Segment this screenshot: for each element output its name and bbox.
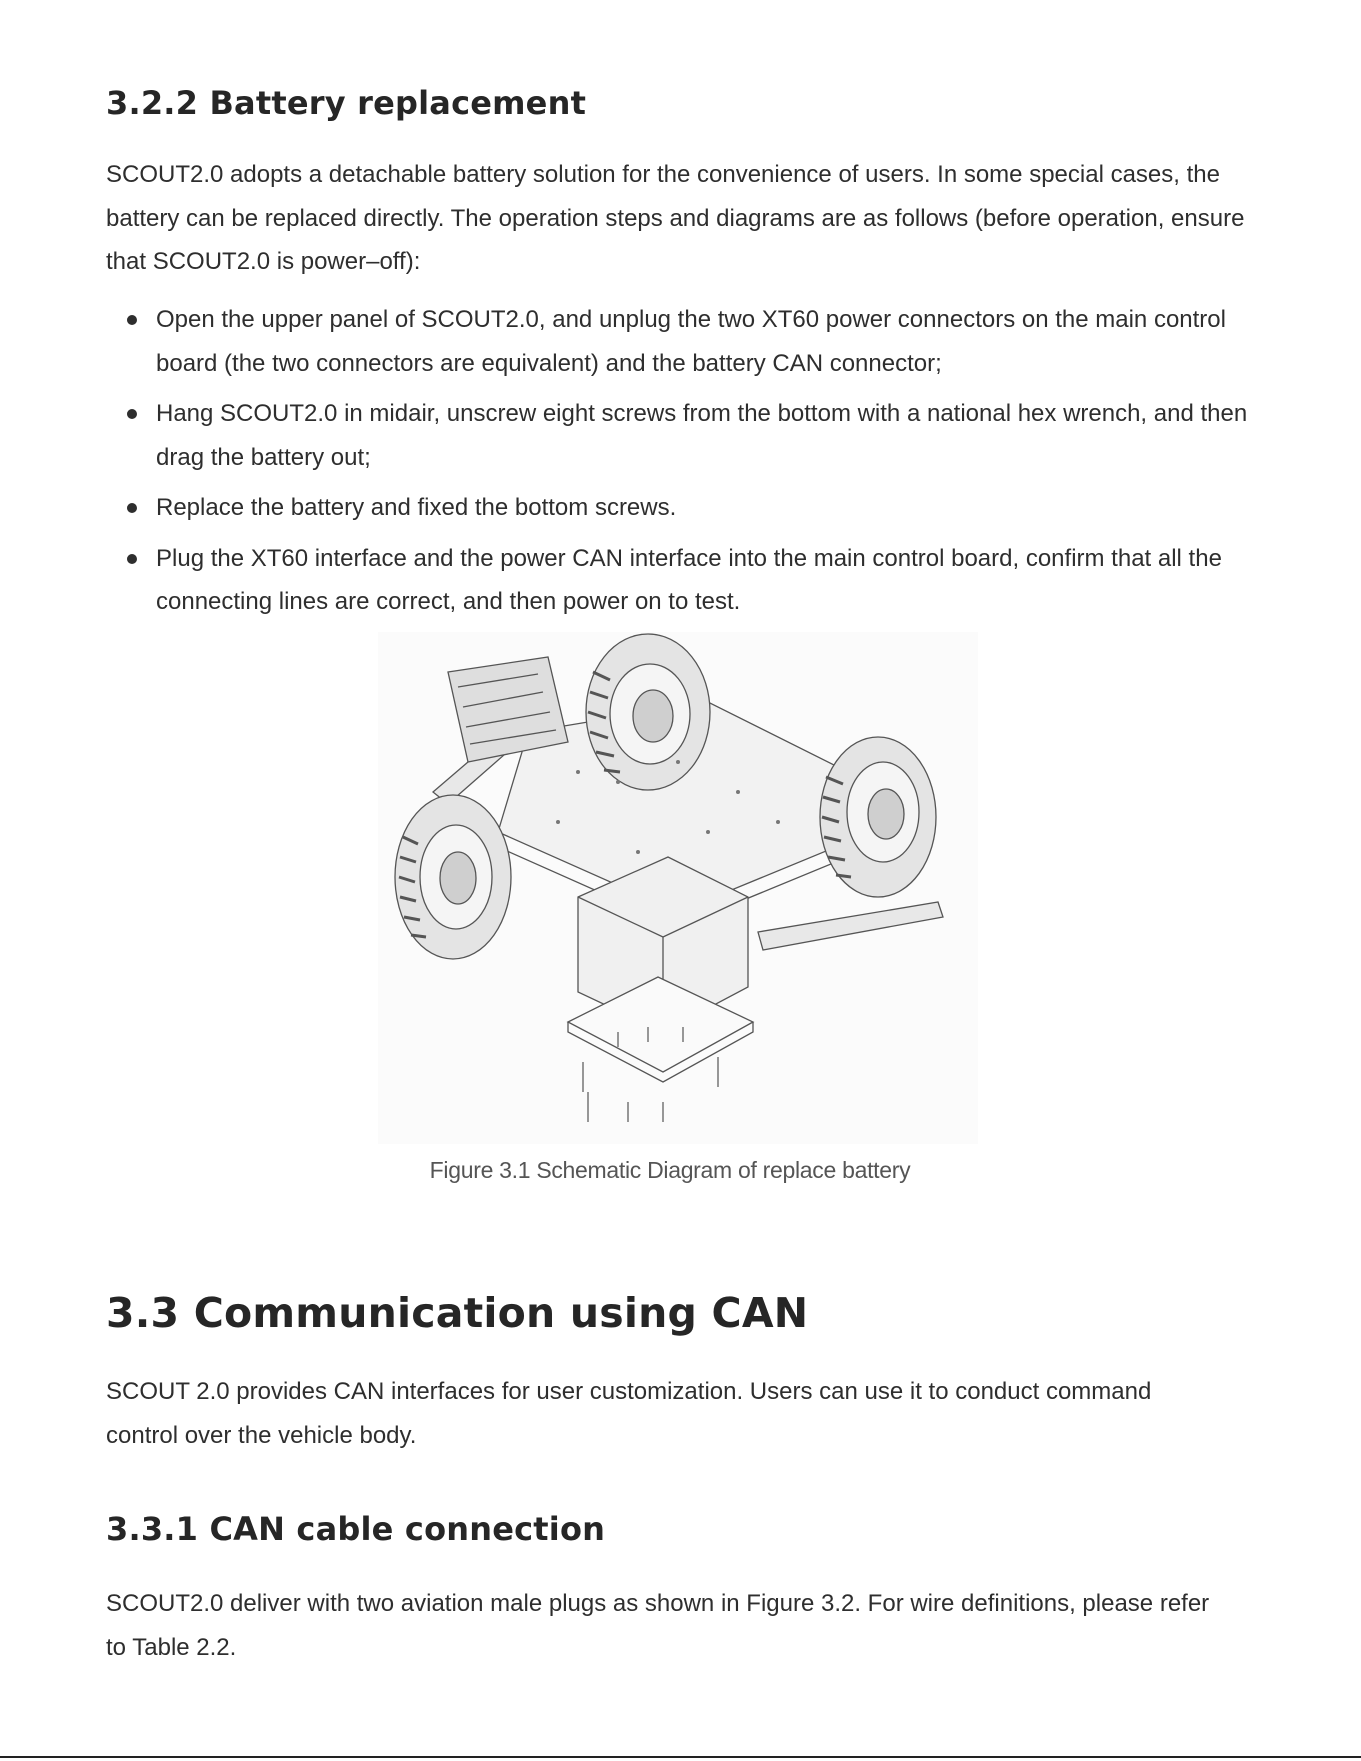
- heading-battery-replacement: 3.2.2 Battery replacement: [106, 84, 587, 122]
- step-text: Replace the battery and fixed the bottom screws.: [156, 494, 677, 521]
- list-item: [106, 537, 1256, 624]
- step-text: Plug the XT60 interface and the power CAN interface into the main control board, confirm that all the connecting lines are correct, and then power on to test.: [156, 544, 1222, 615]
- robot-schematic-image: [378, 632, 978, 1144]
- bullet-dot-icon: [127, 315, 137, 325]
- can-intro-paragraph: SCOUT 2.0 provides CAN interfaces for user customization. Users can use it to conduct command control over the vehicle body.: [106, 1378, 1152, 1449]
- step-text: Open the upper panel of SCOUT2.0, and unplug the two XT60 power connectors on the main control board (the two connectors are equivalent) and the battery CAN connector;: [156, 306, 1226, 377]
- figure-caption: Figure 3.1 Schematic Diagram of replace battery: [429, 1157, 911, 1183]
- bullet-dot-icon: [127, 554, 137, 564]
- bullet-dot-icon: [127, 503, 137, 513]
- can-cable-paragraph: SCOUT2.0 deliver with two aviation male plugs as shown in Figure 3.2. For wire definitions, please refer to Table 2.2.: [106, 1590, 1210, 1661]
- bullet-dot-icon: [127, 409, 137, 419]
- step-text: Hang SCOUT2.0 in midair, unscrew eight screws from the bottom with a national hex wrench, and then drag the battery out;: [156, 400, 1248, 471]
- page-bottom-rule: [0, 1756, 1361, 1758]
- list-item: [106, 392, 1256, 479]
- heading-communication-can: 3.3 Communication using CAN: [106, 1289, 809, 1337]
- heading-can-cable-connection: 3.3.1 CAN cable connection: [106, 1510, 606, 1548]
- battery-intro-paragraph: SCOUT2.0 adopts a detachable battery solution for the convenience of users. In some special cases, the battery can be replaced directly. The operation steps and diagrams are as follows (before operation, ensure that SCOUT2.0 is power–off):: [106, 161, 1245, 275]
- battery-replacement-figure: [378, 632, 978, 1144]
- list-item: [106, 298, 1256, 385]
- battery-steps-list: [106, 298, 1256, 631]
- list-item: [106, 486, 1256, 530]
